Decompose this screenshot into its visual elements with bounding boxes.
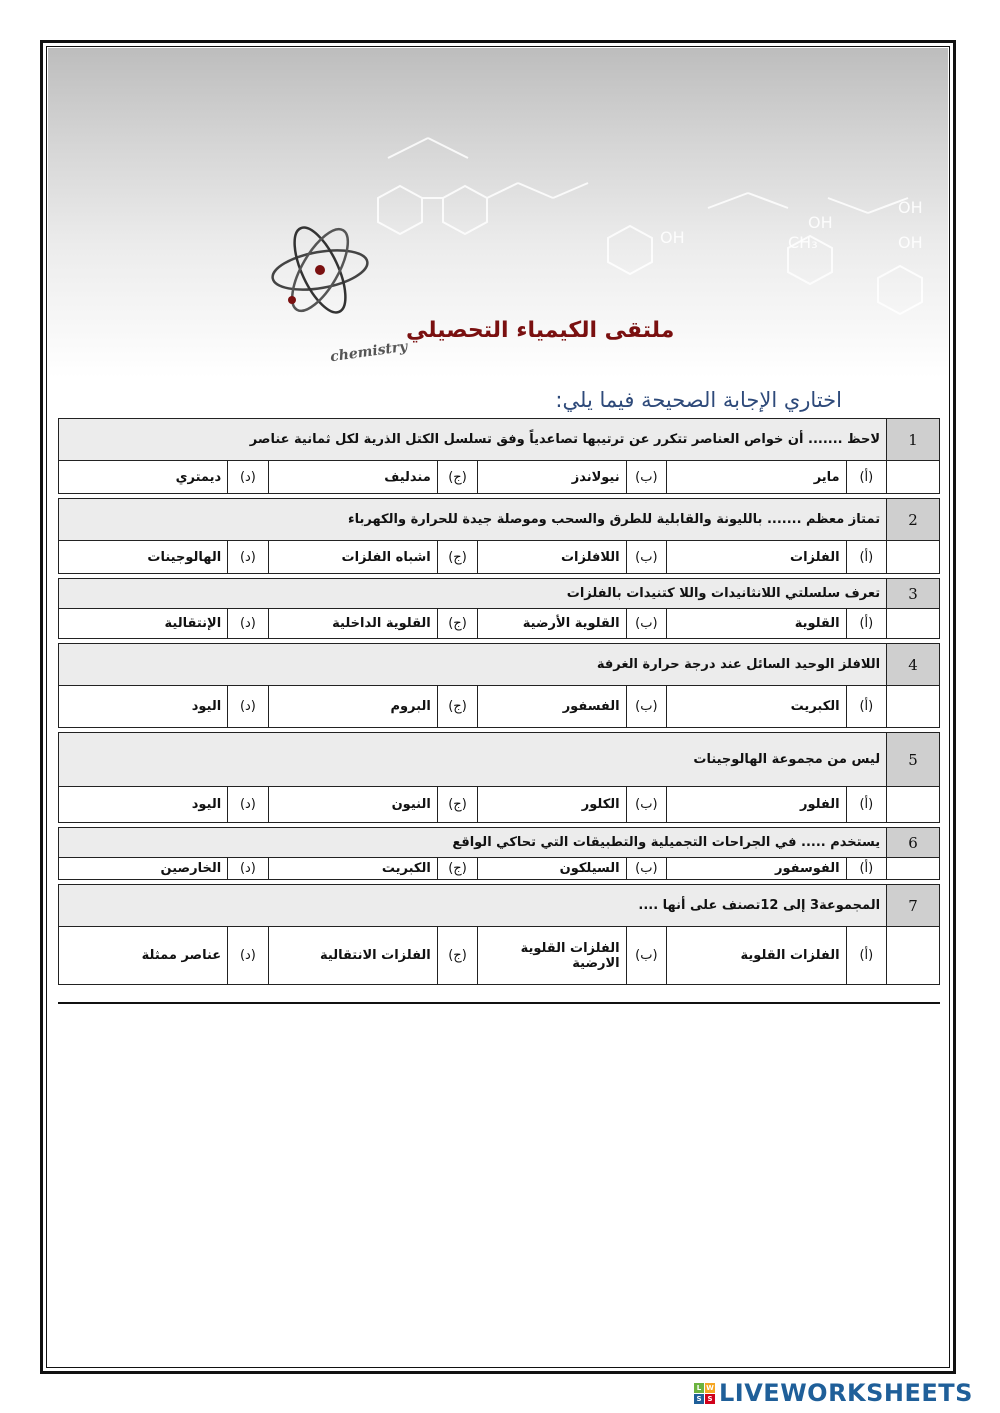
question-stem-row (59, 885, 940, 927)
option-letter: (ج) (437, 541, 477, 574)
answer-cell[interactable] (887, 541, 940, 574)
answer-cell[interactable] (887, 787, 940, 823)
bottom-rule (58, 1002, 940, 1004)
option-text[interactable]: مندليف (268, 461, 437, 494)
question-stem: تمتاز معظم ....... باللیونة والقابلية للطرق والسحب وموصلة جيدة للحرارة والكهرباء (59, 499, 887, 541)
option-letter: (د) (228, 927, 268, 985)
question-options-row (59, 787, 940, 823)
question-stem-row (59, 733, 940, 787)
svg-text:CH₃: CH₃ (788, 233, 818, 252)
option-text[interactable]: القلوية الأرضية (478, 609, 626, 639)
question-stem-row (59, 579, 940, 609)
option-text[interactable]: اشباه الفلزات (268, 541, 437, 574)
question-number: 2 (887, 499, 940, 541)
option-letter: (د) (228, 461, 268, 494)
option-text[interactable]: اللافلزات (478, 541, 626, 574)
question-number: 4 (887, 644, 940, 686)
question-options-row (59, 686, 940, 728)
option-letter: (ب) (626, 686, 666, 728)
question-stem: اللافلز الوحيد السائل عند درجة حرارة الغرفة (59, 644, 887, 686)
question-stem-row (59, 419, 940, 461)
liveworksheets-text: LIVEWORKSHEETS (719, 1379, 973, 1407)
option-text[interactable]: السيلكون (478, 858, 626, 880)
option-text[interactable]: الفلزات (667, 541, 847, 574)
logo-subtitle: chemistry (329, 338, 409, 366)
option-letter: (ج) (437, 787, 477, 823)
option-letter: (ج) (437, 686, 477, 728)
option-text[interactable]: الخارصين (59, 858, 228, 880)
logo-title: ملتقى الكيمياء التحصيلي (406, 318, 675, 343)
question-number: 3 (887, 579, 940, 609)
svg-text:OH: OH (808, 213, 833, 232)
option-letter: (ج) (437, 927, 477, 985)
option-text[interactable]: القلوية (667, 609, 847, 639)
option-letter: (ج) (437, 858, 477, 880)
option-text[interactable]: الكبريت (667, 686, 847, 728)
option-letter: (أ) (846, 609, 886, 639)
option-letter: (أ) (846, 927, 886, 985)
option-text[interactable]: البروم (268, 686, 437, 728)
question-stem: تعرف سلسلتي اللانثانيدات واللا كتنيدات بالفلزات (59, 579, 887, 609)
option-letter: (أ) (846, 858, 886, 880)
question-options-row (59, 858, 940, 880)
question-number: 1 (887, 419, 940, 461)
question-stem-row (59, 499, 940, 541)
question-number: 7 (887, 885, 940, 927)
option-letter: (د) (228, 787, 268, 823)
option-letter: (ب) (626, 927, 666, 985)
option-text[interactable]: ديمتري (59, 461, 228, 494)
option-text[interactable]: الفوسفور (667, 858, 847, 880)
question-stem: المجموعة3 إلى 12تصنف على أنها .... (59, 885, 887, 927)
option-letter: (ج) (437, 609, 477, 639)
question-options-row (59, 609, 940, 639)
quiz-table (58, 418, 940, 985)
answer-cell[interactable] (887, 609, 940, 639)
question-options-row (59, 461, 940, 494)
answer-cell[interactable] (887, 927, 940, 985)
option-text[interactable]: النيون (268, 787, 437, 823)
option-letter: (ب) (626, 787, 666, 823)
answer-cell[interactable] (887, 686, 940, 728)
option-letter: (ب) (626, 858, 666, 880)
option-text[interactable]: الفلور (667, 787, 847, 823)
liveworksheets-watermark (694, 1379, 973, 1407)
option-letter: (د) (228, 686, 268, 728)
question-stem: ليس من مجموعة الهالوجينات (59, 733, 887, 787)
option-letter: (د) (228, 541, 268, 574)
option-text[interactable]: اليود (59, 686, 228, 728)
option-text[interactable]: الفلزات القلوية الارضية (478, 927, 626, 985)
option-text[interactable]: الكبريت (268, 858, 437, 880)
liveworksheets-logo-icon: L W S S (694, 1383, 715, 1404)
option-letter: (د) (228, 609, 268, 639)
option-letter: (د) (228, 858, 268, 880)
answer-cell[interactable] (887, 858, 940, 880)
option-letter: (أ) (846, 787, 886, 823)
option-letter: (أ) (846, 686, 886, 728)
svg-text:OH: OH (660, 228, 685, 247)
question-stem: يستخدم ..... في الجراحات التجميلية والتطبيقات التي تحاكي الواقع (59, 828, 887, 858)
option-text[interactable]: نيولاندز (478, 461, 626, 494)
option-text[interactable]: الفلزات الانتقالية (268, 927, 437, 985)
option-letter: (أ) (846, 461, 886, 494)
answer-cell[interactable] (887, 461, 940, 494)
option-text[interactable]: اليود (59, 787, 228, 823)
option-letter: (ب) (626, 609, 666, 639)
question-stem: لاحظ ....... أن خواص العناصر تتكرر عن ترتيبها تصاعدياً وفق تسلسل الكتل الذرية لكل ثمانية عناصر (59, 419, 887, 461)
option-text[interactable]: الهالوجينات (59, 541, 228, 574)
option-letter: (ج) (437, 461, 477, 494)
svg-text:OH: OH (898, 198, 923, 217)
option-text[interactable]: الإنتقالية (59, 609, 228, 639)
svg-text:OH: OH (898, 233, 923, 252)
option-text[interactable]: الفسفور (478, 686, 626, 728)
question-options-row (59, 541, 940, 574)
atom-logo-icon (270, 221, 371, 320)
option-letter: (ب) (626, 461, 666, 494)
header-banner (48, 48, 948, 378)
instruction-heading: اختاري الإجابة الصحيحة فيما يلي: (555, 388, 842, 412)
option-text[interactable]: الفلزات القلوية (667, 927, 847, 985)
option-text[interactable]: عناصر ممثلة (59, 927, 228, 985)
option-letter: (ب) (626, 541, 666, 574)
question-options-row (59, 927, 940, 985)
option-letter: (أ) (846, 541, 886, 574)
option-text[interactable]: ماير (667, 461, 847, 494)
option-text[interactable]: الكلور (478, 787, 626, 823)
question-number: 5 (887, 733, 940, 787)
option-text[interactable]: القلوية الداخلية (268, 609, 437, 639)
question-stem-row (59, 828, 940, 858)
question-stem-row (59, 644, 940, 686)
question-number: 6 (887, 828, 940, 858)
